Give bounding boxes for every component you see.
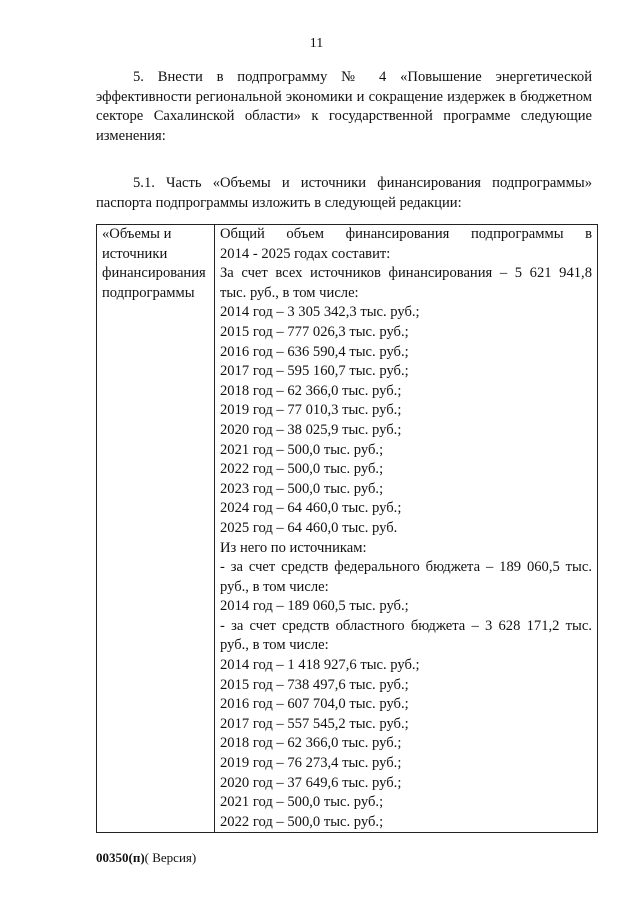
content-line: 2025 год – 64 460,0 тыс. руб. bbox=[220, 519, 398, 536]
content-line: 2014 - 2025 годах составит: bbox=[220, 245, 391, 262]
content-line: 2021 год – 500,0 тыс. руб.; bbox=[220, 794, 384, 811]
content-line: 2014 год – 3 305 342,3 тыс. руб.; bbox=[220, 304, 420, 321]
table-row bbox=[97, 225, 598, 833]
content-line: Из него по источникам: bbox=[220, 539, 367, 556]
paragraph-amendment-intro: 5. Внести в подпрограмму № 4 «Повышение энергетической эффективности региональной экономики и сокращение издержек в бюджетном секторе Сахалинской области» к государственной программе следующие изменения: bbox=[96, 69, 592, 144]
document-footer bbox=[96, 850, 196, 866]
content-line: 2016 год – 636 590,4 тыс. руб.; bbox=[220, 343, 409, 360]
content-line: 2021 год – 500,0 тыс. руб.; bbox=[220, 441, 384, 458]
funding-table bbox=[96, 224, 598, 833]
content-line: - за счет средств областного бюджета – 3 628 171,2 тыс. bbox=[220, 617, 592, 634]
content-line: 2022 год – 500,0 тыс. руб.; bbox=[220, 813, 384, 830]
page-number: 11 bbox=[309, 36, 324, 51]
content-line: 2015 год – 738 497,6 тыс. руб.; bbox=[220, 676, 409, 693]
document-code: 00350(п) bbox=[96, 850, 145, 865]
funding-label: «Объемы и источники финансирования подпрограммы bbox=[102, 226, 206, 301]
content-line: 2020 год – 37 649,6 тыс. руб.; bbox=[220, 774, 402, 791]
content-line: 2024 год – 64 460,0 тыс. руб.; bbox=[220, 500, 402, 517]
content-line: 2022 год – 500,0 тыс. руб.; bbox=[220, 461, 384, 478]
document-version: ( Версия) bbox=[144, 850, 197, 865]
content-line: 2019 год – 76 273,4 тыс. руб.; bbox=[220, 755, 402, 772]
table-cell-content bbox=[215, 225, 598, 833]
content-line: 2018 год – 62 366,0 тыс. руб.; bbox=[220, 735, 402, 752]
content-line: 2016 год – 607 704,0 тыс. руб.; bbox=[220, 696, 409, 713]
content-line: 2014 год – 189 060,5 тыс. руб.; bbox=[220, 598, 409, 615]
content-line: За счет всех источников финансирования – 5 621 941,8 bbox=[220, 265, 592, 282]
table-cell-label bbox=[97, 225, 215, 833]
content-line: - за счет средств федерального бюджета – 189 060,5 тыс. bbox=[220, 559, 592, 576]
content-line: 2020 год – 38 025,9 тыс. руб.; bbox=[220, 421, 402, 438]
content-line: 2023 год – 500,0 тыс. руб.; bbox=[220, 480, 384, 497]
content-line: 2018 год – 62 366,0 тыс. руб.; bbox=[220, 382, 402, 399]
content-line: тыс. руб., в том числе: bbox=[220, 284, 359, 301]
paragraph-amendment-section: 5.1. Часть «Объемы и источники финансирования подпрограммы» паспорта подпрограммы изложить в следующей редакции: bbox=[96, 175, 592, 211]
content-line: 2015 год – 777 026,3 тыс. руб.; bbox=[220, 323, 409, 340]
content-line: руб., в том числе: bbox=[220, 578, 329, 595]
content-line: 2017 год – 557 545,2 тыс. руб.; bbox=[220, 715, 409, 732]
content-line: 2019 год – 77 010,3 тыс. руб.; bbox=[220, 402, 402, 419]
content-line: Общий объем финансирования подпрограммы в bbox=[220, 226, 592, 242]
content-line: руб., в том числе: bbox=[220, 637, 329, 654]
content-line: 2017 год – 595 160,7 тыс. руб.; bbox=[220, 363, 409, 380]
content-line: 2014 год – 1 418 927,6 тыс. руб.; bbox=[220, 657, 420, 674]
